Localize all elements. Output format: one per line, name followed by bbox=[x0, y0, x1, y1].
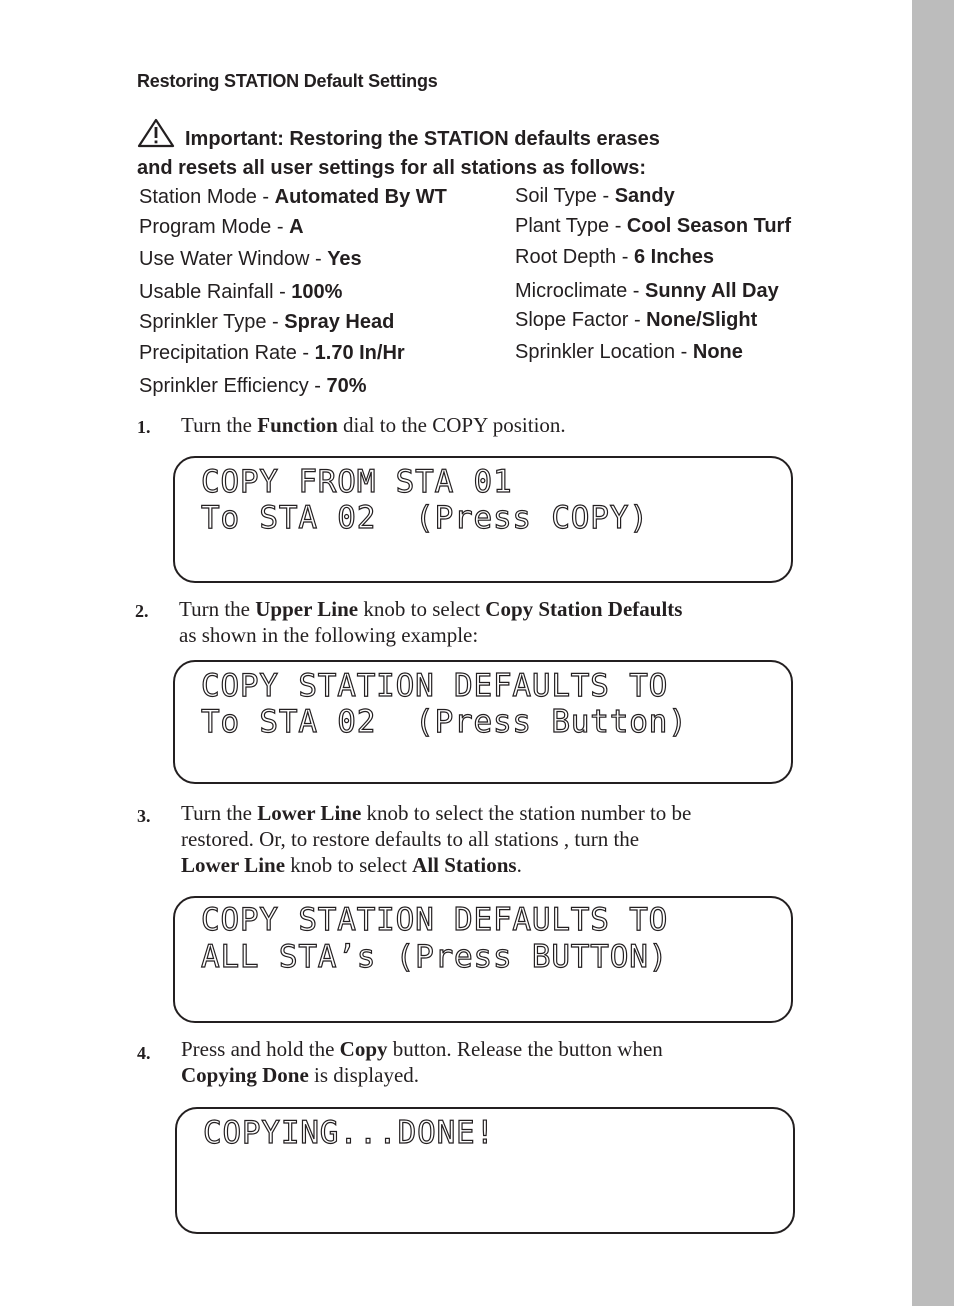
step-number: 1. bbox=[137, 417, 151, 437]
setting-soil-type: Soil Type - Sandy bbox=[515, 185, 675, 207]
step-text: Turn the Upper Line knob to select Copy Station Defaults as shown in the following example: bbox=[179, 597, 683, 647]
step-text: Press and hold the Copy button. Release the button when Copying Done is displayed. bbox=[181, 1037, 663, 1087]
step-text: Turn the Lower Line knob to select the station number to be restored. Or, to restore defaults to all stations , turn the Lower Line knob to select All Stations. bbox=[181, 801, 692, 877]
warning-triangle-icon bbox=[137, 118, 175, 155]
side-tab-bar bbox=[912, 0, 954, 1306]
lcd-display-copying-done bbox=[175, 1107, 795, 1234]
lcd-display-copy-defaults bbox=[173, 660, 793, 784]
setting-precipitation-rate: Precipitation Rate - 1.70 In/Hr bbox=[139, 342, 405, 364]
lcd-line-2: ALL STA’s (Press BUTTON) bbox=[201, 939, 669, 975]
lcd-line-2: To STA 02 (Press COPY) bbox=[201, 500, 649, 536]
lcd-line-1: COPY STATION DEFAULTS TO bbox=[201, 668, 669, 704]
step-number: 2. bbox=[135, 601, 149, 621]
lcd-line-1: COPY FROM STA 01 bbox=[201, 464, 513, 500]
setting-sprinkler-location: Sprinkler Location - None bbox=[515, 341, 743, 363]
setting-slope-factor: Slope Factor - None/Slight bbox=[515, 309, 758, 331]
setting-use-water-window: Use Water Window - Yes bbox=[139, 248, 362, 270]
important-line-1: Important: Restoring the STATION defaults erases bbox=[185, 128, 660, 150]
step-number: 3. bbox=[137, 806, 151, 826]
section-heading: Restoring STATION Default Settings bbox=[137, 71, 438, 91]
setting-microclimate: Microclimate - Sunny All Day bbox=[515, 280, 779, 302]
step-text: Turn the Function dial to the COPY position. bbox=[181, 413, 566, 437]
lcd-line-1: COPY STATION DEFAULTS TO bbox=[201, 902, 669, 938]
lcd-line-2: To STA 02 (Press Button) bbox=[201, 704, 688, 740]
setting-station-mode: Station Mode - Automated By WT bbox=[139, 186, 447, 208]
lcd-display-copy-from bbox=[173, 456, 793, 583]
step-number: 4. bbox=[137, 1043, 151, 1063]
lcd-line-1: COPYING...DONE! bbox=[203, 1115, 495, 1151]
setting-usable-rainfall: Usable Rainfall - 100% bbox=[139, 281, 343, 303]
important-notice bbox=[137, 118, 837, 181]
setting-sprinkler-efficiency: Sprinkler Efficiency - 70% bbox=[139, 375, 367, 397]
lcd-display-all-stations bbox=[173, 896, 793, 1023]
setting-plant-type: Plant Type - Cool Season Turf bbox=[515, 215, 792, 237]
important-line-2: and resets all user settings for all stations as follows: bbox=[137, 157, 647, 179]
setting-sprinkler-type: Sprinkler Type - Spray Head bbox=[139, 311, 395, 333]
setting-root-depth: Root Depth - 6 Inches bbox=[515, 246, 714, 268]
setting-program-mode: Program Mode - A bbox=[139, 216, 304, 238]
